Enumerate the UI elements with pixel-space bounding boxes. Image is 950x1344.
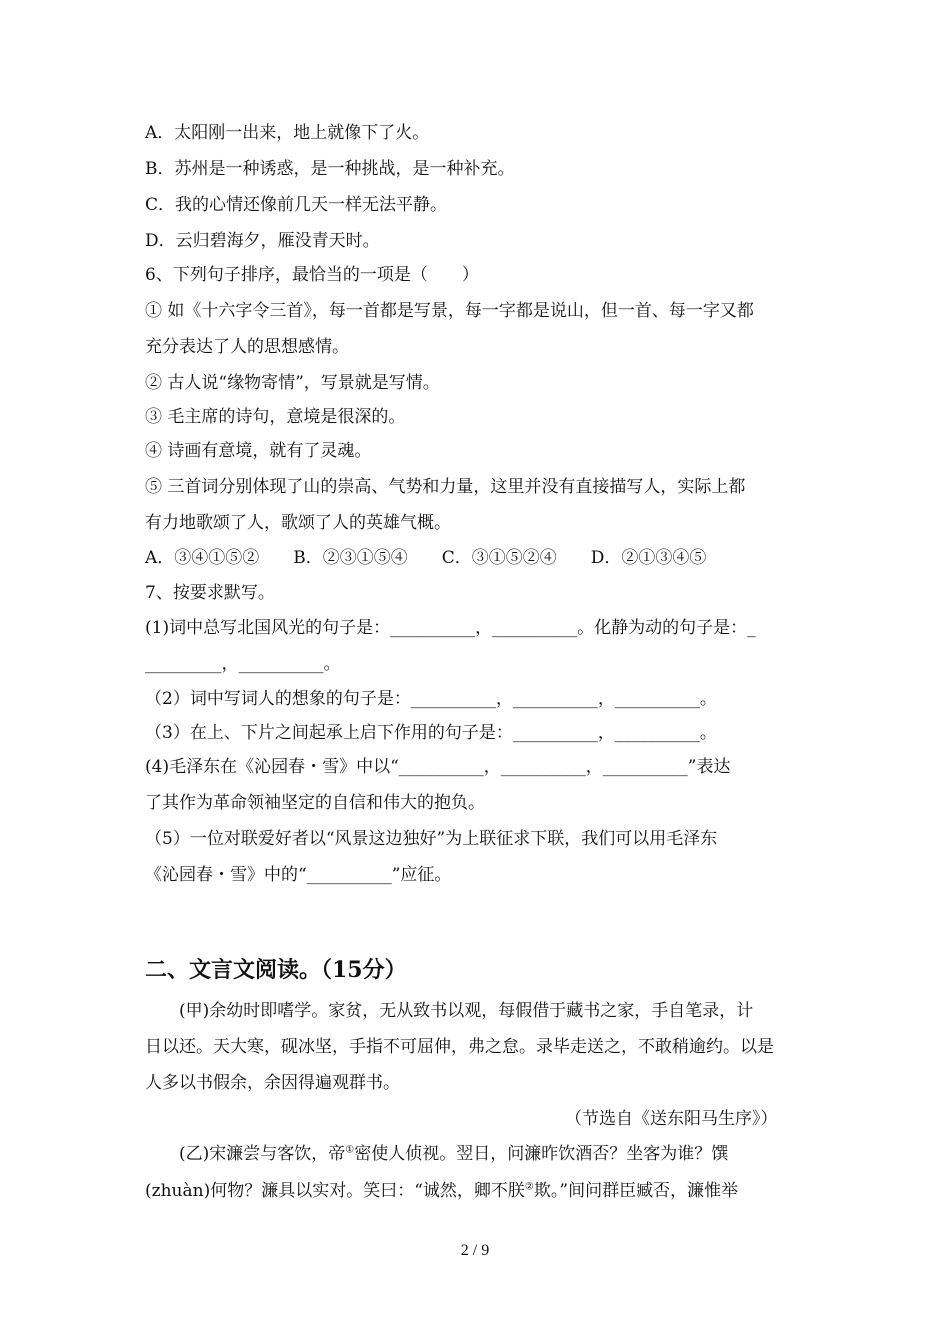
q6-sentence-1-cont: 充分表达了人的思想感情。 <box>145 337 349 357</box>
passage-jia-line-1: (甲)余幼时即嗜学。家贫，无从致书以观，每假借于藏书之家，手自笔录，计 <box>145 1001 754 1021</box>
footnote-marker-2: ② <box>524 1181 534 1193</box>
passage-jia-line-3: 人多以书假余，余因得遍观群书。 <box>145 1073 400 1093</box>
passage-yi-text: 密使人侦视。翌日，问濂昨饮酒否？坐客为谁？馔 <box>354 1144 729 1164</box>
q7-item-1-cont: _________，__________。 <box>145 654 341 674</box>
q7-item-5-cont: 《沁园春・雪》中的“__________”应征。 <box>145 865 452 885</box>
page-number: 2 / 9 <box>460 1242 490 1259</box>
passage-jia-line-2: 日以还。天大寒，砚冰坚，手指不可屈伸，弗之怠。录毕走送之，不敢稍逾约。以是 <box>145 1037 774 1057</box>
q5-option-a: A．太阳刚一出来，地上就像下了火。 <box>145 123 430 143</box>
q7-item-4-cont: 了其作为革命领袖坚定的自信和伟大的抱负。 <box>145 793 485 813</box>
passage-yi-text: (乙)宋濂尝与客饮，帝 <box>145 1144 346 1164</box>
q7-item-4: (4)毛泽东在《沁园春・雪》中以“__________，__________，__________”表达 <box>145 757 731 777</box>
q6-sentence-2: ② 古人说“缘物寄情”，写景就是写情。 <box>145 373 440 393</box>
q6-sentence-5-cont: 有力地歌颂了人，歌颂了人的英雄气概。 <box>145 513 451 533</box>
q7-stem: 7、按要求默写。 <box>145 583 275 603</box>
q6-sentence-1: ① 如《十六字令三首》，每一首都是写景，每一字都是说山，但一首、每一字又都 <box>145 301 754 321</box>
passage-yi-text: (zhuàn)何物？濂具以实对。笑曰：“诚然，卿不朕 <box>145 1181 525 1201</box>
q5-option-d: D．云归碧海夕，雁没青天时。 <box>145 231 380 251</box>
footnote-marker-1: ① <box>345 1144 355 1156</box>
q6-sentence-3: ③ 毛主席的诗句，意境是很深的。 <box>145 407 406 427</box>
section-heading: 二、文言文阅读。（15分） <box>145 957 407 983</box>
q5-option-b: B．苏州是一种诱惑，是一种挑战，是一种补充。 <box>145 159 515 179</box>
passage-jia-source: （节选自《送东阳马生序》） <box>565 1109 778 1129</box>
q5-option-c: C．我的心情还像前几天一样无法平静。 <box>145 195 448 215</box>
q7-item-5: （5）一位对联爱好者以“风景这边独好”为上联征求下联，我们可以用毛泽东 <box>145 829 718 849</box>
q6-sentence-4: ④ 诗画有意境，就有了灵魂。 <box>145 441 372 461</box>
q6-stem: 6、下列句子排序，最恰当的一项是（ ） <box>145 265 479 285</box>
passage-yi-text: 欺。”间问群臣臧否，濂惟举 <box>533 1181 739 1201</box>
q7-item-3: （3）在上、下片之间起承上启下作用的句子是：__________，__________。 <box>145 723 717 743</box>
q6-sentence-5: ⑤ 三首词分别体现了山的崇高、气势和力量，这里并没有直接描写人，实际上都 <box>145 477 746 497</box>
passage-yi-line-1 <box>145 1143 728 1165</box>
q7-item-2: （2）词中写词人的想象的句子是：__________，__________，__________。 <box>145 689 717 709</box>
passage-yi-line-2 <box>145 1180 738 1202</box>
q7-item-1: (1)词中总写北国风光的句子是：__________，__________。化静为动的句子是：_ <box>145 618 756 638</box>
q6-answer-options: A．③④①⑤② B．②③①⑤④ C．③①⑤②④ D．②①③④⑤ <box>145 548 707 568</box>
